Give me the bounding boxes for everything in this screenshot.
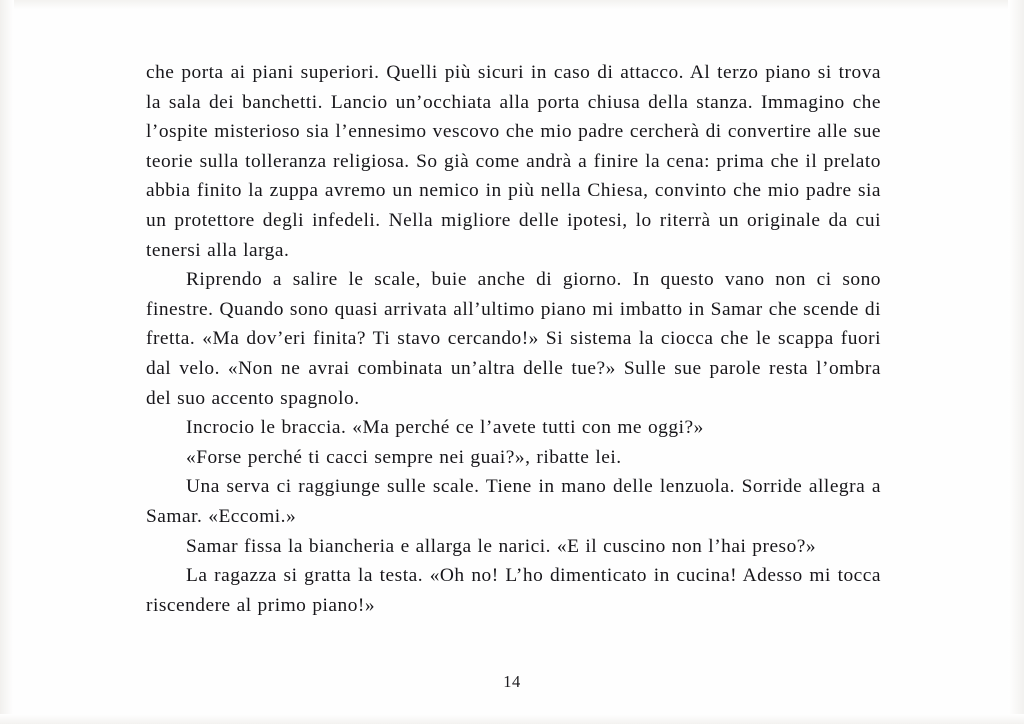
paragraph: La ragazza si gratta la testa. «Oh no! L’ho dimenticato in cucina! Adesso mi tocca riscendere al primo piano!» [146, 565, 881, 616]
body-text-column [146, 58, 881, 620]
page-number: 14 [503, 672, 521, 691]
paragraph: Incrocio le braccia. «Ma perché ce l’avete tutti con me oggi?» [186, 417, 704, 439]
paragraph: Una serva ci raggiunge sulle scale. Tiene in mano delle lenzuola. Sorride allegra a Samar. «Eccomi.» [146, 476, 881, 527]
page-edge-bottom [0, 714, 1024, 724]
page-edge-top [0, 0, 1024, 10]
paragraph: Samar fissa la biancheria e allarga le narici. «E il cuscino non l’hai preso?» [186, 535, 817, 557]
paragraph: «Forse perché ti cacci sempre nei guai?», ribatte lei. [186, 446, 622, 468]
page-edge-right [1008, 0, 1024, 724]
paragraph: Riprendo a salire le scale, buie anche di giorno. In questo vano non ci sono finestre. Quando sono quasi arrivata all’ultimo piano mi imbatto in Samar che scende di fretta. «Ma dov’eri finita? Ti stavo cercando!» Si sistema la ciocca che le scappa fuori dal velo. «Non ne avrai combinata un’altra delle tue?» Sulle sue parole resta l’ombra del suo accento spagnolo. [146, 269, 881, 409]
page-edge-left [0, 0, 14, 724]
paragraph: che porta ai piani superiori. Quelli più sicuri in caso di attacco. Al terzo piano si trova la sala dei banchetti. Lancio un’occhiata alla porta chiusa della stanza. Immagino che l’ospite misterioso sia l’ennesimo vescovo che mio padre cercherà di convertire alle sue teorie sulla tolleranza religiosa. So già come andrà a finire la cena: prima che il prelato abbia finito la zuppa avremo un nemico in più nella Chiesa, convinto che mio padre sia un protettore degli infedeli. Nella migliore delle ipotesi, lo riterrà un originale da cui tenersi alla larga. [146, 62, 881, 261]
